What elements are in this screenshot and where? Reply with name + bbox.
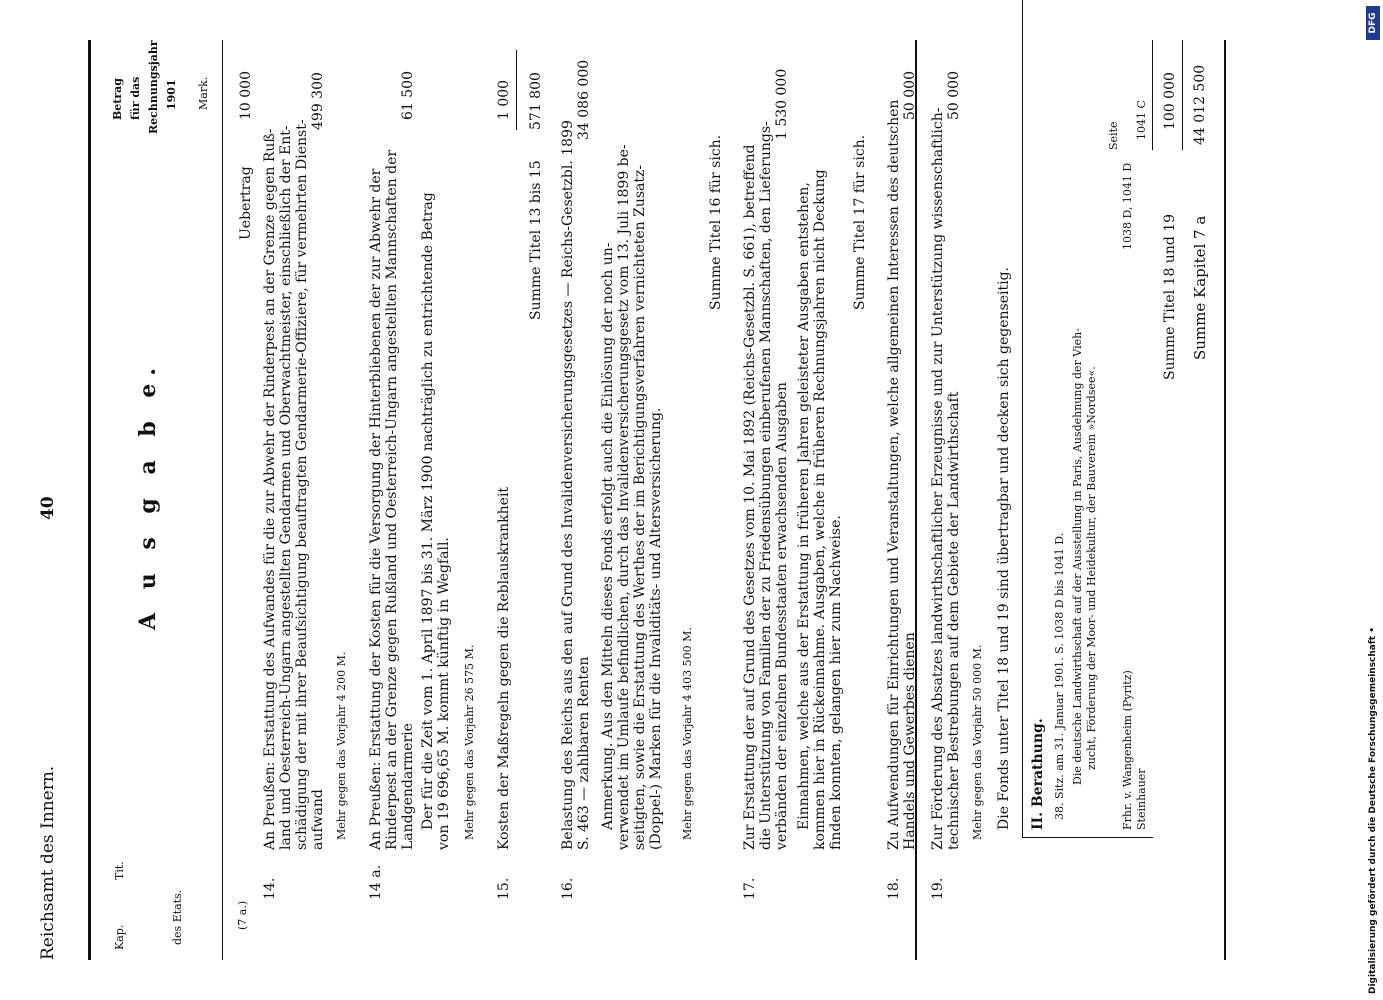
row-19-line: technischer Bestrebungen auf dem Gebiete der Landwirthschaft <box>946 391 962 850</box>
page-number: 40 <box>38 496 58 520</box>
sum-kap-7a-label: Summe Kapitel 7 a <box>1191 215 1209 360</box>
col-betrag-4: 1901 <box>165 79 178 110</box>
row-16-note: Anmerkung. Aus den Mitteln dieses Fonds erfolgt auch die Einlösung der noch un- <box>600 242 616 830</box>
row-18-amount: 50 000 <box>902 71 918 120</box>
row-14-amount: 499 300 <box>310 72 326 130</box>
row-14a-line: Landgendarmerie <box>400 723 416 850</box>
beratung-speaker2: Steinhauer <box>1135 768 1148 830</box>
row-16-note: verwendet im Umlaufe befindlichen, durch das Invalidenversicherungsgesetz vom 13. Juli 1899 be- <box>616 144 632 850</box>
uebertrag-label: Uebertrag <box>238 166 254 240</box>
row-14-line: An Preußen: Erstattung des Aufwandes für die zur Abwehr der Rinderpest an der Grenze gegen Ruß- <box>262 128 278 850</box>
row-14-num: 14. <box>262 877 278 900</box>
fonds-note: Die Fonds unter Titel 18 und 19 sind übertragbar und decken sich gegenseitig. <box>996 267 1012 830</box>
row-14a-extra: Der für die Zeit vom 1. April 1897 bis 31. März 1900 nachträglich zu entrichtende Betrag <box>420 192 436 830</box>
row-14-line: land und Oesterreich-Ungarn angestellten Gendarmen und Oberwachtmeister, einschließlich der Ent- <box>278 125 294 850</box>
kap-value: (7 a.) <box>236 900 249 930</box>
row-15-line: Kosten der Maßregeln gegen die Reblauskrankheit <box>496 486 512 850</box>
col-betrag-3: Rechnungsjahr <box>147 40 160 134</box>
dfg-strip <box>1366 6 1380 994</box>
row-14a-mehr: Mehr gegen das Vorjahr 26 575 M. <box>463 644 476 840</box>
row-14a-amount: 61 500 <box>400 71 416 120</box>
beratung-seite: Seite <box>1107 121 1120 150</box>
row-18-line: Handels und Gewerbes dienen <box>902 632 918 850</box>
rule-left <box>88 40 91 960</box>
sum-17-label: Summe Titel 17 für sich. <box>852 134 868 310</box>
row-16-num: 16. <box>560 877 576 900</box>
row-17-num: 17. <box>742 877 758 900</box>
section-title: A u s g a b e. <box>135 359 161 630</box>
row-16-note: (Doppel-) Marken für die Invaliditäts- und Altersversicherung. <box>648 407 664 850</box>
row-14-line: schädigung der mit ihrer Beaufsichtigung beauftragten Gendarmerie-Offiziere, für vermehrten Dienst- <box>294 119 310 850</box>
row-16-amount: 34 086 000 <box>576 59 592 140</box>
col-betrag-2: für das <box>129 76 142 120</box>
beratung-ref1: 1038 D, 1041 D <box>1121 162 1134 250</box>
col-betrag-1: Betrag <box>111 78 124 120</box>
row-18-line: Zu Aufwendungen für Einrichtungen und Veranstaltungen, welche allgemeinen Interessen des deutschen <box>886 99 902 850</box>
row-16-line: Belastung des Reichs aus den auf Grund des Invalidenversicherungsgesetzes — Reichs-Gesetzbl. 1899 <box>560 120 576 850</box>
row-14a-line: Rinderpest an der Grenze gegen Rußland und Oesterreich-Ungarn angestellten Mannschaften der <box>384 149 400 850</box>
row-17-extra: Einnahmen, welche aus der Erstattung in früheren Jahren geleisteter Ausgaben entstehen, <box>796 182 812 830</box>
dfg-logo <box>1366 6 1380 40</box>
rule-right <box>1224 40 1226 960</box>
uebertrag-amount: 10 000 <box>238 71 254 120</box>
row-17-extra: kommen hier in Rückeinnahme. Ausgaben, welche in früheren Rechnungsjahren nicht Deckung <box>812 169 828 850</box>
row-19-mehr: Mehr gegen das Vorjahr 50 000 M. <box>971 644 984 840</box>
beratung-sitzung: 38. Sitz. am 31. Januar 1901. S. 1038 D bis 1041 D. <box>1053 532 1066 820</box>
sum-16-label: Summe Titel 16 für sich. <box>708 134 724 310</box>
row-16-note: seitigten, sowie die Erstattung des Werthes der im Berichtigungsverfahren vernichteten Zusatz- <box>632 164 648 850</box>
col-des-etats: des Etats. <box>171 889 184 945</box>
sum-kap-7a-amount: 44 012 500 <box>1192 64 1208 145</box>
beratung-ref2: 1041 C <box>1135 100 1148 140</box>
row-15-num: 15. <box>496 877 512 900</box>
sum-18-19-label: Summe Titel 18 und 19 <box>1162 213 1178 380</box>
row-19-line: Zur Förderung des Absatzes landwirthschaftlicher Erzeugnisse und zur Unterstützung wissenschaftlich- <box>930 107 946 850</box>
header-left: Reichsamt des Innern. <box>38 765 58 960</box>
sum-13-15-label: Summe Titel 13 bis 15 <box>528 160 544 320</box>
sum-13-15-amount: 571 800 <box>528 72 544 130</box>
row-14-mehr: Mehr gegen das Vorjahr 4 200 M. <box>335 651 348 840</box>
row-14a-extra: von 19 696,65 M. kommt künftig in Wegfall. <box>436 537 452 850</box>
sum-rule <box>1182 40 1183 150</box>
beratung-heading: II. Berathung. <box>1030 718 1046 830</box>
row-18-num: 18. <box>886 877 902 900</box>
dfg-logo-text: DFG <box>1368 12 1378 34</box>
row-19-num: 19. <box>930 877 946 900</box>
col-tit: Tit. <box>113 861 126 880</box>
row-16-mehr: Mehr gegen das Vorjahr 4 403 500 M. <box>681 627 694 840</box>
rule-tit <box>222 40 223 960</box>
row-14a-line: An Preußen: Erstattung der Kosten für die Versorgung der Hinterbliebenen der zur Abwehr der <box>368 168 384 850</box>
col-kap: Kap. <box>113 924 126 950</box>
row-14-line: aufwand <box>310 789 326 850</box>
row-17-line: die Unterstützung von Familien der zu Friedensübungen einberufenen Mannschaften, den Lieferungs- <box>758 121 774 850</box>
sum-18-19-amount: 100 000 <box>1162 72 1178 130</box>
dfg-text: Digitalisierung gefördert durch die Deutsche Forschungsgemeinschaft • <box>1368 627 1378 994</box>
row-19-amount: 50 000 <box>946 71 962 120</box>
beratung-item: zucht, Förderung der Moor- und Heidekultur, der Bauverein »Nordsee«. <box>1085 366 1098 770</box>
row-17-amount: 1 530 000 <box>774 68 790 140</box>
sum-rule <box>1152 40 1153 150</box>
beratung-speaker: Frhr. v. Wangenheim (Pyritz) <box>1121 670 1134 830</box>
col-mark: Mark. <box>197 76 210 110</box>
row-17-line: verbänden der einzelnen Bundesstaaten erwachsenden Ausgaben <box>774 382 790 850</box>
row-17-line: Zur Erstattung der auf Grund des Gesetzes vom 10. Mai 1892 (Reichs-Gesetzbl. S. 661), betreffend <box>742 144 758 850</box>
beratung-item: Die deutsche Landwirthschaft auf der Ausstellung in Paris, Ausdehnung der Vieh- <box>1071 328 1084 785</box>
sum-rule <box>516 50 517 130</box>
row-14a-num: 14 a. <box>368 864 384 900</box>
row-17-extra: finden konnten, gelangen hier zum Nachweise. <box>828 515 844 850</box>
row-16-line: S. 463 — zahlbaren Renten <box>576 656 592 850</box>
row-15-amount: 1 000 <box>496 79 512 120</box>
